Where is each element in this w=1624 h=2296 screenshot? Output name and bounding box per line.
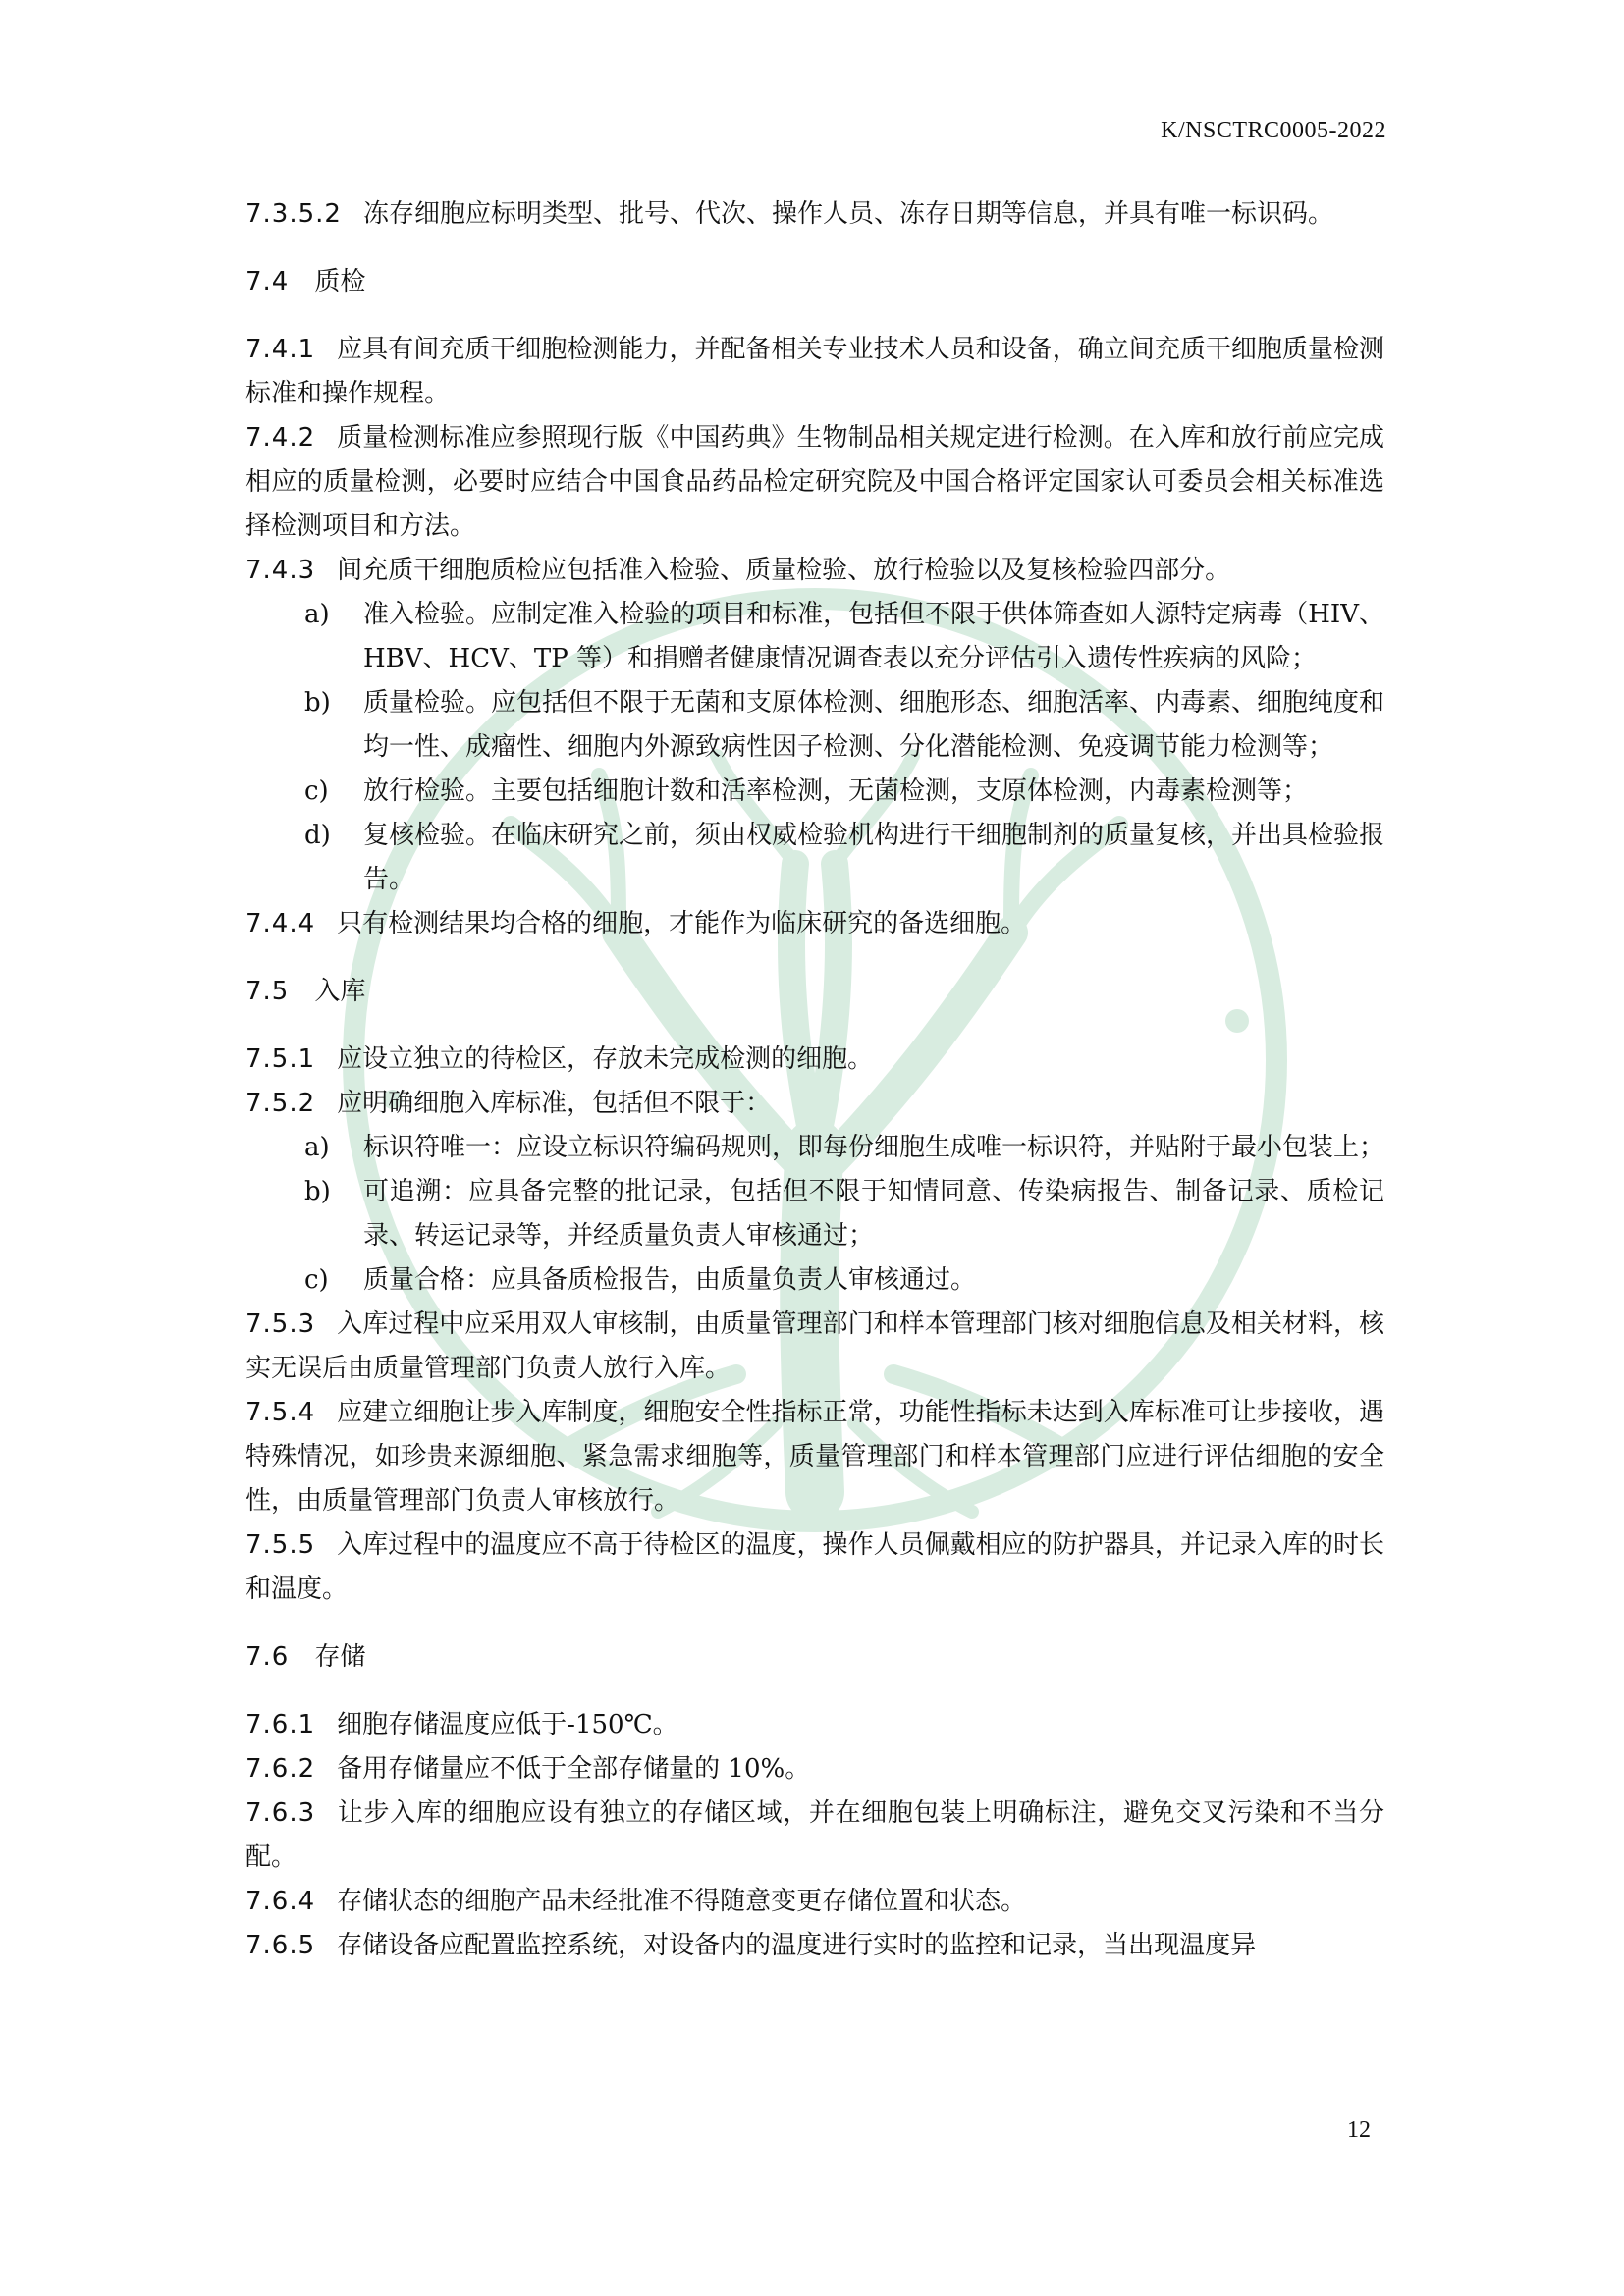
clause-number: 7.4.4 [245,909,316,938]
list-item-text: 质量检验。应包括但不限于无菌和支原体检测、细胞形态、细胞活率、内毒素、细胞纯度和均一性、成瘤性、细胞内外源致病性因子检测、分化潜能检测、免疫调节能力检测等； [363,688,1385,762]
list-item-text: 质量合格：应具备质检报告，由质量负责人审核通过。 [363,1265,977,1295]
list-item-text: 可追溯：应具备完整的批记录，包括但不限于知情同意、传染病报告、制备记录、质检记录、转运记录等，并经质量负责人审核通过； [363,1177,1384,1251]
clause-number: 7.5.4 [245,1398,316,1427]
clause-paragraph [245,328,1384,416]
clause-text: 入库过程中应采用双人审核制，由质量管理部门和样本管理部门核对细胞信息及相关材料，核实无误后由质量管理部门负责人放行入库。 [245,1309,1384,1383]
list-item-text: 放行检验。主要包括细胞计数和活率检测，无菌检测，支原体检测，内毒素检测等； [363,776,1309,806]
clause-text: 间充质干细胞质检应包括准入检验、质量检验、放行检验以及复核检验四部分。 [337,556,1231,585]
list-item-marker: d) [304,821,331,850]
clause-number: 7.6.3 [245,1798,316,1828]
clause-paragraph [245,192,1384,237]
list-item [304,770,1384,814]
clause-number: 7.5.5 [245,1530,316,1560]
list-item [304,593,1384,681]
clause-paragraph [245,416,1384,549]
clause-paragraph [245,1747,1384,1791]
clause-text: 应具有间充质干细胞检测能力，并配备相关专业技术人员和设备，确立间充质干细胞质量检测标准和操作规程。 [245,335,1384,408]
clause-paragraph [245,1703,1384,1747]
clause-text: 入库过程中的温度应不高于待检区的温度，操作人员佩戴相应的防护器具，并记录入库的时长和温度。 [245,1530,1384,1604]
list-item [304,814,1384,902]
list-item [304,1170,1384,1258]
clause-text: 让步入库的细胞应设有独立的存储区域，并在细胞包装上明确标注，避免交叉污染和不当分配。 [245,1798,1384,1872]
list-item-marker: a) [304,600,330,629]
section-heading [245,1635,1384,1680]
clause-number: 7.5.3 [245,1309,316,1339]
clause-paragraph [245,1924,1384,1968]
list-item-marker: b) [304,1177,331,1206]
section-title: 存储 [314,1642,366,1672]
clause-paragraph [245,1523,1384,1612]
section-number: 7.4 [245,267,290,296]
clause-paragraph [245,902,1384,946]
clause-paragraph [245,1391,1384,1523]
clause-paragraph [245,1038,1384,1082]
clause-text: 存储状态的细胞产品未经批准不得随意变更存储位置和状态。 [337,1887,1027,1916]
clause-paragraph [245,549,1384,593]
clause-number: 7.5.2 [245,1089,316,1118]
clause-number: 7.4.2 [245,423,316,453]
section-title: 质检 [314,267,366,296]
clause-text: 存储设备应配置监控系统，对设备内的温度进行实时的监控和记录，当出现温度异 [337,1931,1257,1960]
clause-number: 7.4.3 [245,556,316,585]
section-number: 7.5 [245,977,290,1006]
clause-text: 只有检测结果均合格的细胞，才能作为临床研究的备选细胞。 [337,909,1027,938]
clause-text: 细胞存储温度应低于-150℃。 [337,1710,678,1739]
clause-text: 备用存储量应不低于全部存储量的 10%。 [337,1754,811,1784]
clause-text: 应建立细胞让步入库制度，细胞安全性指标正常，功能性指标未达到入库标准可让步接收，遇特殊情况，如珍贵来源细胞、紧急需求细胞等，质量管理部门和样本管理部门应进行评估细胞的安全性，由质量管理部门负责人审核放行。 [245,1398,1384,1516]
clause-number: 7.4.1 [245,335,316,364]
document-body [245,192,1384,1968]
list-item-marker: b) [304,688,331,718]
clause-paragraph [245,1791,1384,1880]
section-number: 7.6 [245,1642,290,1672]
clause-number: 7.6.2 [245,1754,316,1784]
section-heading [245,970,1384,1014]
list-item-text: 复核检验。在临床研究之前，须由权威检验机构进行干细胞制剂的质量复核，并出具检验报告。 [363,821,1385,894]
list-item-text: 标识符唯一：应设立标识符编码规则，即每份细胞生成唯一标识符，并贴附于最小包装上； [363,1133,1385,1162]
document-code: K/NSCTRC0005-2022 [1161,118,1386,143]
clause-number: 7.6.5 [245,1931,316,1960]
clause-text: 应设立独立的待检区，存放未完成检测的细胞。 [337,1044,874,1074]
section-heading [245,260,1384,304]
clause-text: 应明确细胞入库标准，包括但不限于： [337,1089,772,1118]
list-item-marker: a) [304,1133,330,1162]
section-title: 入库 [314,977,366,1006]
list-item-text: 准入检验。应制定准入检验的项目和标准，包括但不限于供体筛查如人源特定病毒（HIV、HBV、HCV、TP 等）和捐赠者健康情况调查表以充分评估引入遗传性疾病的风险； [363,600,1384,673]
clause-number: 7.3.5.2 [245,199,342,229]
clause-number: 7.6.1 [245,1710,316,1739]
list-item-marker: c) [304,776,329,806]
clause-paragraph [245,1303,1384,1391]
clause-text: 冻存细胞应标明类型、批号、代次、操作人员、冻存日期等信息，并具有唯一标识码。 [362,199,1333,229]
list-item [304,1126,1384,1170]
clause-number: 7.5.1 [245,1044,316,1074]
clause-paragraph [245,1880,1384,1924]
clause-text: 质量检测标准应参照现行版《中国药典》生物制品相关规定进行检测。在入库和放行前应完成相应的质量检测，必要时应结合中国食品药品检定研究院及中国合格评定国家认可委员会相关标准选择检测项目和方法。 [245,423,1384,541]
list-item-marker: c) [304,1265,329,1295]
clause-number: 7.6.4 [245,1887,316,1916]
list-item [304,1258,1384,1303]
page-number: 12 [1347,2117,1371,2143]
list-item [304,681,1384,770]
clause-paragraph [245,1082,1384,1126]
